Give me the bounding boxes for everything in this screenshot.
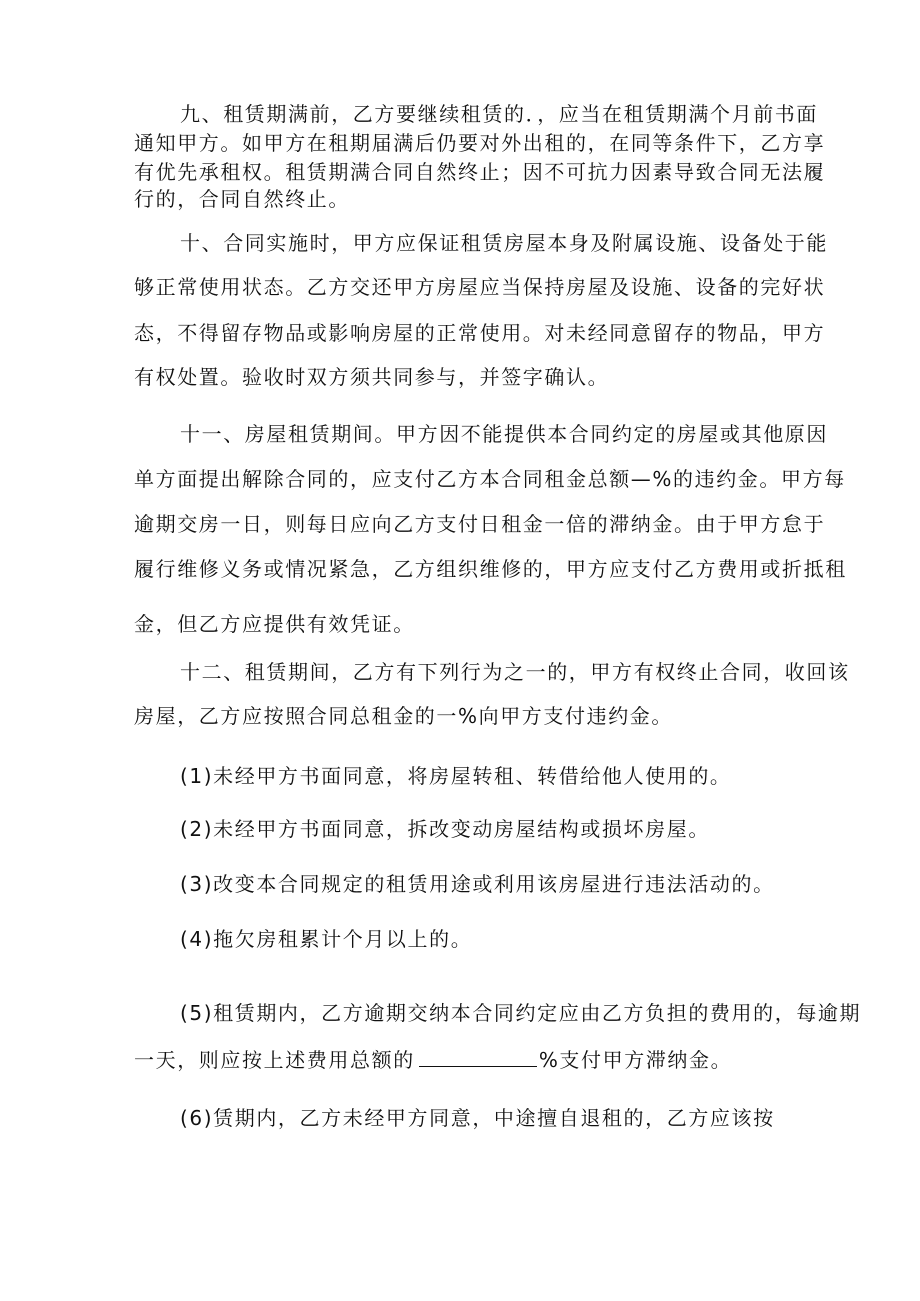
item-6: (6)赁期内，乙方未经甲方同意，中途擅自退租的，乙方应该按 [180, 1106, 775, 1130]
section-11-line-1: 十一、房屋租赁期间。甲方因不能提供本合同约定的房屋或其他原因 [180, 422, 828, 446]
item-2: (2)未经甲方书面同意，拆改变动房屋结构或损坏房屋。 [180, 817, 710, 841]
section-9-line-4: 行的，合同自然终止。 [134, 187, 350, 211]
section-12-line-1: 十二、租赁期间，乙方有下列行为之一的，甲方有权终止合同，收回该 [180, 660, 850, 684]
section-11-line-2: 单方面提出解除合同的，应支付乙方本合同租金总额—%的违约金。甲方每 [134, 467, 846, 491]
section-12-line-2: 房屋，乙方应按照合同总租金的一%向甲方支付违约金。 [134, 704, 674, 728]
item-5-line-2-suffix: %支付甲方滞纳金。 [538, 1048, 733, 1072]
section-10-line-2: 够正常使用状态。乙方交还甲方房屋应当保持房屋及设施、设备的完好状 [134, 275, 826, 299]
section-9-line-2: 通知甲方。如甲方在租期届满后仍要对外出租的，在同等条件下，乙方享 [134, 131, 826, 155]
item-1: (1)未经甲方书面同意，将房屋转租、转借给他人使用的。 [180, 764, 732, 788]
fill-in-blank [419, 1048, 537, 1067]
section-10-line-1: 十、合同实施时，甲方应保证租赁房屋本身及附属设施、设备处于能 [180, 231, 828, 255]
section-11-line-4: 履行维修义务或情况紧急，乙方组织维修的，甲方应支付乙方费用或折抵租 [134, 557, 847, 581]
section-9-line-1: 九、租赁期满前，乙方要继续租赁的．，应当在租赁期满个月前书面 [180, 102, 818, 126]
section-10-line-3: 态，不得留存物品或影响房屋的正常使用。对未经同意留存的物品，甲方 [134, 321, 826, 345]
section-11-line-3: 逾期交房一日，则每日应向乙方支付日租金一倍的滞纳金。由于甲方怠于 [134, 512, 826, 536]
item-5-line-2-prefix: 一天，则应按上述费用总额的 [134, 1048, 415, 1072]
item-5-line-1: (5)租赁期内，乙方逾期交纳本合同约定应由乙方负担的费用的，每逾期 [180, 1001, 862, 1025]
section-10-line-4: 有权处置。验收时双方须共同参与，并签字确认。 [134, 365, 610, 389]
section-9-line-3: 有优先承租权。租赁期满合同自然终止；因不可抗力因素导致合同无法履 [134, 160, 826, 184]
item-3: (3)改变本合同规定的租赁用途或利用该房屋进行违法活动的。 [180, 872, 775, 896]
section-11-line-5: 金，但乙方应提供有效凭证。 [134, 612, 415, 636]
item-5-line-2 [134, 1048, 804, 1072]
item-4: (4)拖欠房租累计个月以上的。 [180, 927, 473, 951]
